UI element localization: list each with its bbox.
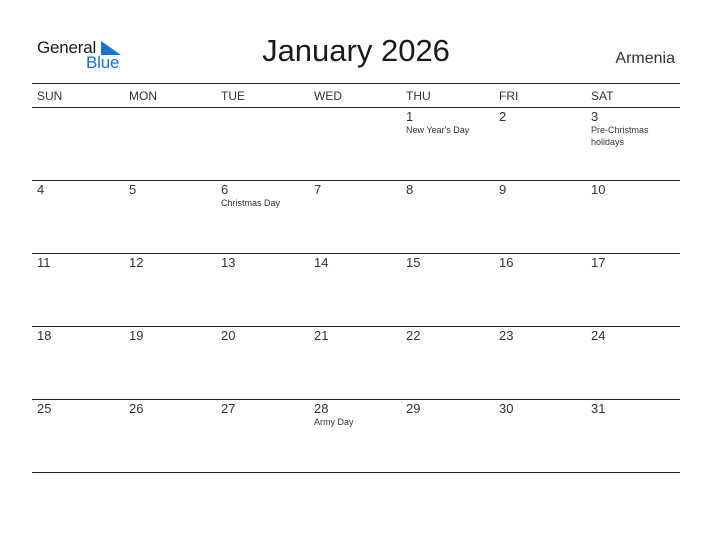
- day-number: 30: [499, 401, 514, 416]
- day-number: 6: [221, 182, 229, 197]
- day-cell-fri: [494, 181, 586, 253]
- day-number: 29: [406, 401, 421, 416]
- day-number: 28: [314, 401, 329, 416]
- day-number: 2: [499, 109, 507, 124]
- weekday-wed: WED: [314, 89, 342, 103]
- day-number: 27: [221, 401, 236, 416]
- day-cell-sat: [586, 181, 678, 253]
- day-cell-mon: [124, 254, 216, 326]
- day-number: 13: [221, 255, 236, 270]
- day-cell-tue: [216, 181, 308, 253]
- day-number: 19: [129, 328, 144, 343]
- week-row: [32, 108, 680, 181]
- day-cell-sun: [32, 327, 124, 399]
- day-cell-wed: [309, 181, 401, 253]
- day-number: 18: [37, 328, 52, 343]
- day-number: 15: [406, 255, 421, 270]
- country-label: Armenia: [615, 50, 675, 67]
- day-number: 31: [591, 401, 606, 416]
- day-number: 8: [406, 182, 414, 197]
- day-cell-sat: [586, 108, 678, 180]
- day-number: 17: [591, 255, 606, 270]
- day-cell-thu: [401, 181, 493, 253]
- logo-general-text: General: [37, 38, 97, 57]
- day-cell-wed: [309, 254, 401, 326]
- week-row: [32, 327, 680, 400]
- day-number: 14: [314, 255, 329, 270]
- day-cell-mon: [124, 400, 216, 472]
- day-cell-sun: [32, 400, 124, 472]
- day-number: 22: [406, 328, 421, 343]
- holiday-label: Army Day: [314, 417, 354, 427]
- day-number: 3: [591, 109, 599, 124]
- day-number: 1: [406, 109, 414, 124]
- day-cell-tue: [216, 400, 308, 472]
- day-number: 20: [221, 328, 236, 343]
- day-number: 25: [37, 401, 52, 416]
- day-cell-thu: [401, 400, 493, 472]
- week-row: [32, 254, 680, 327]
- day-cell-tue: [216, 327, 308, 399]
- day-number: 4: [37, 182, 45, 197]
- day-cell-tue: [216, 254, 308, 326]
- day-cell-wed: [309, 327, 401, 399]
- holiday-label: New Year's Day: [406, 125, 470, 135]
- day-cell-sun: [32, 254, 124, 326]
- day-cell-sat: [586, 254, 678, 326]
- day-cell-fri: [494, 400, 586, 472]
- day-cell-fri: [494, 327, 586, 399]
- day-number: 5: [129, 182, 137, 197]
- day-number: 7: [314, 182, 322, 197]
- day-cell-sat: [586, 400, 678, 472]
- day-number: 11: [37, 255, 51, 270]
- weekday-fri: FRI: [499, 89, 519, 103]
- weekday-sun: SUN: [37, 89, 63, 103]
- page-title: January 2026: [262, 33, 450, 68]
- day-number: 12: [129, 255, 144, 270]
- week-row: [32, 400, 680, 473]
- day-cell-sat: [586, 327, 678, 399]
- day-cell-thu: [401, 254, 493, 326]
- day-cell-wed: [309, 400, 401, 472]
- day-number: 26: [129, 401, 144, 416]
- day-number: 9: [499, 182, 507, 197]
- day-number: 16: [499, 255, 514, 270]
- holiday-label: Pre-Christmas holidays: [591, 125, 649, 147]
- week-row: [32, 181, 680, 254]
- weekday-tue: TUE: [221, 89, 245, 103]
- day-cell-mon: [124, 327, 216, 399]
- day-cell-fri: [494, 108, 586, 180]
- day-cell-sun: [32, 108, 124, 180]
- day-cell-mon: [124, 108, 216, 180]
- day-cell-wed: [309, 108, 401, 180]
- holiday-label: Christmas Day: [221, 198, 281, 208]
- day-number: 10: [591, 182, 606, 197]
- day-cell-mon: [124, 181, 216, 253]
- day-number: 21: [314, 328, 329, 343]
- day-cell-fri: [494, 254, 586, 326]
- day-number: 23: [499, 328, 514, 343]
- day-number: 24: [591, 328, 606, 343]
- weekday-mon: MON: [129, 89, 157, 103]
- weekday-thu: THU: [406, 89, 431, 103]
- day-cell-thu: [401, 108, 493, 180]
- day-cell-sun: [32, 181, 124, 253]
- logo-blue-text: Blue: [86, 53, 120, 72]
- weekday-sat: SAT: [591, 89, 614, 103]
- day-cell-thu: [401, 327, 493, 399]
- day-cell-tue: [216, 108, 308, 180]
- weekday-header: [32, 83, 680, 108]
